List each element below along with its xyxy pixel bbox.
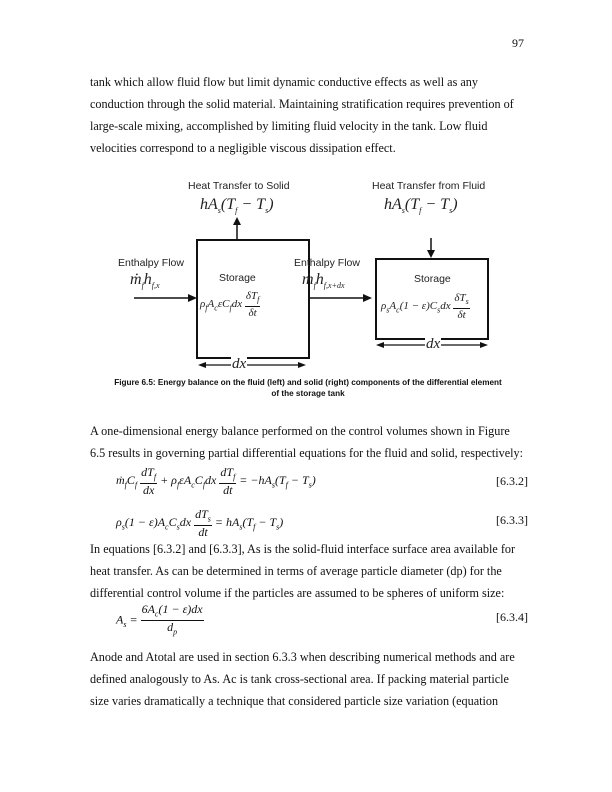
equation-6-3-4: $A_s$ = $\frac{6A_c(1 - \varepsilon)dx}{d_p}$ <box>116 602 203 637</box>
paragraph-2 <box>90 420 526 464</box>
enthalpy-out-expression: $ṁ_fh_{f,x+dx}$ <box>302 271 345 291</box>
text-line: heat transfer. As can be determined in terms of average particle diameter (dp) for the <box>90 564 502 578</box>
text-line: A one-dimensional energy balance performed on the control volumes shown in Figure <box>90 424 510 438</box>
equation-6-3-3: $\rho_s(1 - \varepsilon)A_cC_sdx$ $\frac{dT_s}{dt}$ = $hA_s(T_f - T_s)$ <box>116 507 284 540</box>
caption-line: Figure 6.5: Energy balance on the fluid (left) and solid (right) components of the differential element <box>114 378 502 387</box>
equation-number: [6.3.4] <box>496 610 528 624</box>
text-line: defined analogously to As. Ac is tank cross-sectional area. If packing material particle <box>90 672 509 686</box>
dx-left-label: dx <box>232 356 247 372</box>
paragraph-4 <box>90 646 526 712</box>
enthalpy-out-label: Enthalpy Flow <box>294 257 360 269</box>
enthalpy-in-expression: $ṁ_fh_{f,x}$ <box>130 271 160 291</box>
text-line: large-scale mixing, accomplished by limiting fluid velocity in the tank. Low fluid <box>90 119 488 133</box>
heat-to-solid-expression: $hA_s(T_f - T_s)$ <box>200 196 274 216</box>
text-line: velocities correspond to a negligible viscous dissipation effect. <box>90 141 396 155</box>
heat-from-fluid-label: Heat Transfer from Fluid <box>372 180 486 192</box>
equation-6-3-2: $ṁ_fC_f$ $\frac{dT_f}{dx}$ + $\rho_f\varepsilon A_cC_fdx$ $\frac{dT_f}{dt}$ = $-hA_s(T_f - T_s)$ <box>116 465 316 498</box>
storage-left-expression: $\rho_fA_c\varepsilon C_fdx$ $\frac{\delta T_f}{\delta t}$ <box>200 290 260 320</box>
caption-line: of the storage tank <box>271 389 345 398</box>
text-line: Anode and Atotal are used in section 6.3.3 when describing numerical methods and are <box>90 650 515 664</box>
intro-paragraph <box>90 71 526 159</box>
equation-number: [6.3.3] <box>496 513 528 527</box>
storage-right-label: Storage <box>414 273 451 285</box>
paragraph-3 <box>90 538 526 604</box>
storage-right-expression: $\rho_sA_c(1 - \varepsilon)C_sdx$ $\frac{\delta T_s}{\delta t}$ <box>381 292 469 322</box>
text-line: tank which allow fluid flow but limit dynamic conductive effects as well as any <box>90 75 478 89</box>
heat-to-solid-label: Heat Transfer to Solid <box>188 180 290 192</box>
text-line: In equations [6.3.2] and [6.3.3], As is the solid-fluid interface surface area available for <box>90 542 516 556</box>
heat-from-fluid-expression: $hA_s(T_f - T_s)$ <box>384 196 458 216</box>
page-number: 97 <box>512 36 524 50</box>
text-line: 6.5 results in governing partial differential equations for the fluid and solid, respectively: <box>90 446 523 460</box>
equation-number: [6.3.2] <box>496 474 528 488</box>
figure-caption <box>88 377 528 399</box>
enthalpy-in-label: Enthalpy Flow <box>118 257 184 269</box>
dx-right-label: dx <box>426 336 441 352</box>
storage-left-label: Storage <box>219 272 256 284</box>
text-line: differential control volume if the particles are assumed to be spheres of uniform size: <box>90 586 505 600</box>
text-line: conduction through the solid material. Maintaining stratification requires prevention of <box>90 97 514 111</box>
text-line: size varies dramatically a technique that considered particle size variation (equation <box>90 694 499 708</box>
